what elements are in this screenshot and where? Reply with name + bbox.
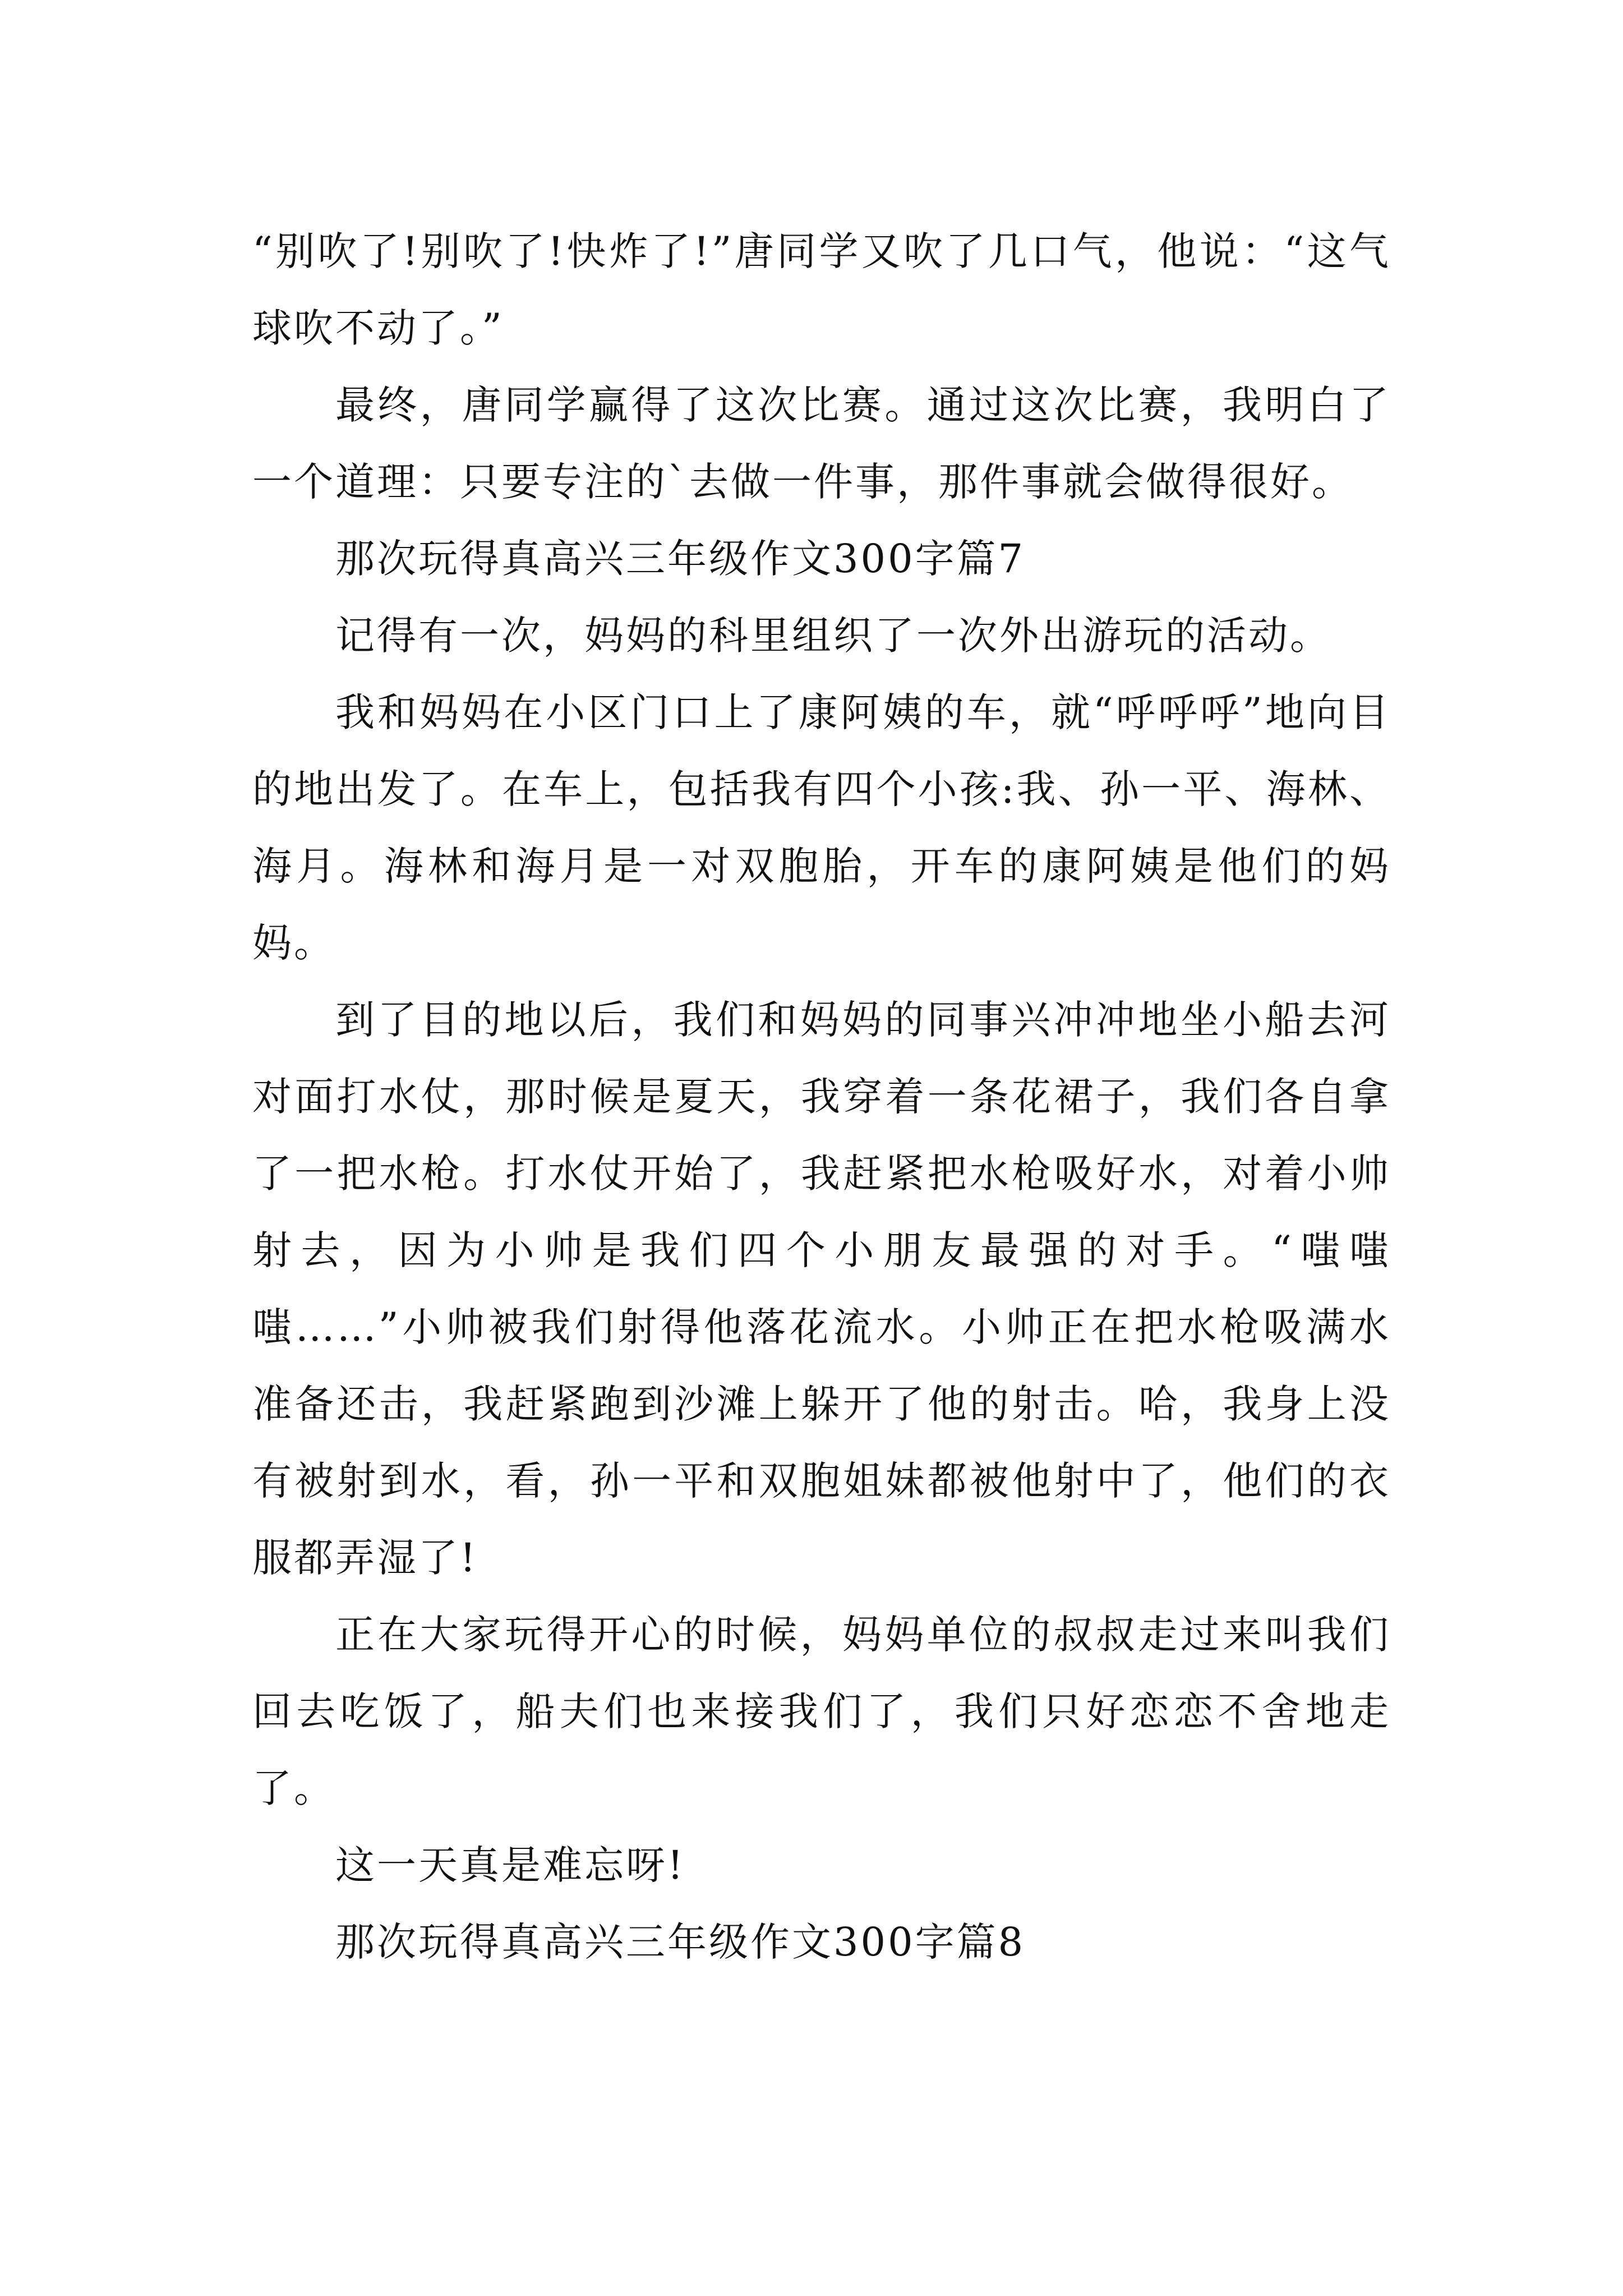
- section-heading-7: 那次玩得真高兴三年级作文300字篇7: [335, 536, 1026, 582]
- paragraph-conclusion: 最终，唐同学赢得了这次比赛。通过这次比赛，我明白了一个道理：只要专注的`去做一件事，那件事就会做得很好。: [252, 382, 1391, 505]
- paragraph-water-fight: 到了目的地以后，我们和妈妈的同事兴冲冲地坐小船去河对面打水仗，那时候是夏天，我穿着一条花裙子，我们各自拿了一把水枪。打水仗开始了，我赶紧把水枪吸好水，对着小帅射去，因为小帅是我们四个小朋友最强的对手。“嗤嗤嗤……”小帅被我们射得他落花流水。小帅正在把水枪吸满水准备还击，我赶紧跑到沙滩上躲开了他的射击。哈，我身上没有被射到水，看，孙一平和双胞姐妹都被他射中了，他们的衣服都弄湿了!: [252, 997, 1391, 1581]
- paragraph-departure: 我和妈妈在小区门口上了康阿姨的车，就“呼呼呼”地向目的地出发了。在车上，包括我有四个小孩:我、孙一平、海林、海月。海林和海月是一对双胞胎，开车的康阿姨是他们的妈妈。: [252, 689, 1391, 966]
- paragraph-leaving: 正在大家玩得开心的时候，妈妈单位的叔叔走过来叫我们回去吃饭了，船夫们也来接我们了，我们只好恋恋不舍地走了。: [252, 1612, 1391, 1811]
- paragraph-dialogue: “别吹了!别吹了!快炸了!”唐同学又吹了几口气，他说：“这气球吹不动了。”: [252, 228, 1391, 351]
- section-heading-8: 那次玩得真高兴三年级作文300字篇8: [335, 1919, 1026, 1965]
- document-body: [252, 213, 1391, 1981]
- paragraph-closing: 这一天真是难忘呀!: [335, 1842, 686, 1888]
- paragraph-intro: 记得有一次，妈妈的科里组织了一次外出游玩的活动。: [335, 613, 1331, 659]
